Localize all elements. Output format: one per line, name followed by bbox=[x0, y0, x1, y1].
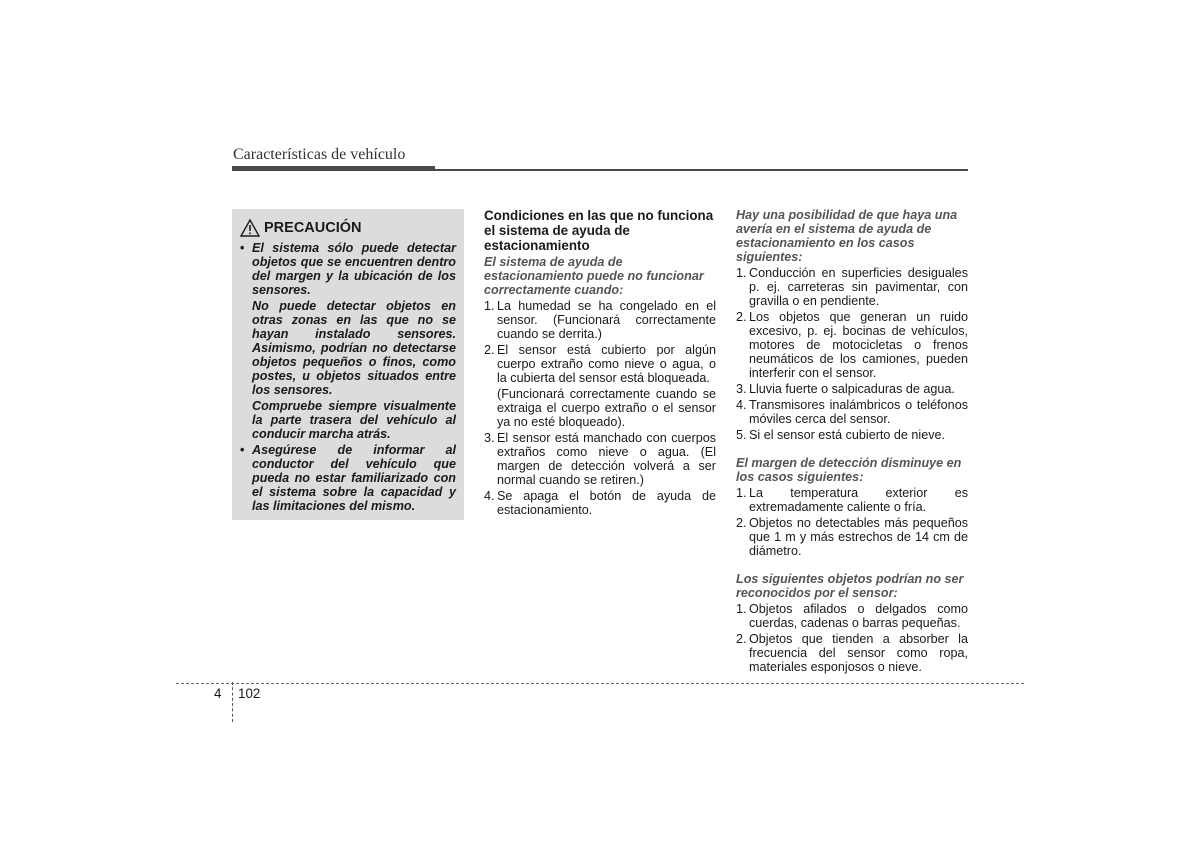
item-number: 4. bbox=[484, 489, 495, 503]
list-item bbox=[736, 266, 968, 308]
bullet: • bbox=[240, 443, 245, 457]
list-note: (Funcionará correctamente cuando se extraiga el cuerpo extraño o el sensor ya no esté bloqueado). bbox=[497, 387, 716, 429]
section-subtitle: El margen de detección disminuye en los casos siguientes: bbox=[736, 456, 962, 484]
item-number: 4. bbox=[736, 398, 747, 412]
footer-dotted-line bbox=[176, 683, 1024, 684]
list-item bbox=[736, 382, 968, 396]
list-item bbox=[736, 428, 968, 442]
header-rule-thick bbox=[232, 166, 435, 171]
item-text: Objetos afilados o delgados como cuerdas, cadenas o barras pequeñas. bbox=[749, 602, 968, 630]
item-text: Los objetos que generan un ruido excesivo, p. ej. bocinas de vehículos, motores de motocicletas o frenos neumáticos de los camiones, pueden interferir con el sensor. bbox=[749, 310, 968, 380]
list-item bbox=[736, 632, 968, 674]
item-text: Lluvia fuerte o salpicaduras de agua. bbox=[749, 382, 955, 396]
page-number: 102 bbox=[238, 686, 261, 701]
item-number: 2. bbox=[484, 343, 495, 357]
caution-paragraph: Compruebe siempre visualmente la parte trasera del vehículo al conducir marcha atrás. bbox=[252, 399, 456, 441]
conditions-list bbox=[484, 299, 716, 385]
caution-item bbox=[240, 443, 456, 513]
list-item bbox=[484, 489, 716, 517]
item-text: La humedad se ha congelado en el sensor. (Funcionará correctamente cuando se derrita.) bbox=[497, 299, 716, 341]
chapter-number: 4 bbox=[214, 686, 222, 701]
list-item bbox=[736, 516, 968, 558]
page-number-separator bbox=[232, 682, 233, 722]
item-number: 5. bbox=[736, 428, 747, 442]
section-gap bbox=[736, 560, 968, 572]
list-item bbox=[736, 398, 968, 426]
objects-list bbox=[736, 602, 968, 674]
caution-paragraph: No puede detectar objetos en otras zonas en las que no se hayan instalado sensores. Asimismo, podrían no detectarse objetos pequeños o finos, como postes, u objetos situados entre los sensores. bbox=[252, 299, 456, 397]
item-number: 3. bbox=[736, 382, 747, 396]
warning-triangle-icon bbox=[240, 219, 260, 237]
list-item bbox=[736, 310, 968, 380]
list-item bbox=[736, 602, 968, 630]
malfunction-list bbox=[736, 266, 968, 442]
bullet: • bbox=[240, 241, 245, 255]
item-text: Conducción en superficies desiguales p. ej. carreteras sin pavimentar, con gravilla o en pendiente. bbox=[749, 266, 968, 308]
middle-column bbox=[484, 208, 716, 519]
page-header-title: Características de vehículo bbox=[233, 146, 406, 163]
item-text: Objetos que tienden a absorber la frecuencia del sensor como ropa, materiales esponjosos o nieve. bbox=[749, 632, 968, 674]
item-text: Se apaga el botón de ayuda de estacionamiento. bbox=[497, 489, 716, 517]
item-number: 2. bbox=[736, 516, 747, 530]
item-text: El sensor está cubierto por algún cuerpo extraño como nieve o agua, o la cubierta del sensor está bloqueada. bbox=[497, 343, 716, 385]
item-number: 2. bbox=[736, 310, 747, 324]
caution-paragraph: Asegúrese de informar al conductor del vehículo que pueda no estar familiarizado con el sistema sobre la capacidad y las limitaciones del mismo. bbox=[252, 443, 456, 513]
section-subtitle: El sistema de ayuda de estacionamiento puede no funcionar correctamente cuando: bbox=[484, 255, 704, 297]
conditions-list-continued bbox=[484, 431, 716, 517]
range-list bbox=[736, 486, 968, 558]
section-subtitle: Hay una posibilidad de que haya una avería en el sistema de ayuda de estacionamiento en los casos siguientes: bbox=[736, 208, 958, 264]
header-rule-thin bbox=[435, 169, 968, 171]
list-item bbox=[484, 343, 716, 385]
item-text: Si el sensor está cubierto de nieve. bbox=[749, 428, 946, 442]
caution-box bbox=[232, 209, 464, 520]
caution-header bbox=[240, 219, 456, 237]
item-text: La temperatura exterior es extremadamente caliente o fría. bbox=[749, 486, 968, 514]
item-number: 1. bbox=[736, 602, 747, 616]
item-number: 3. bbox=[484, 431, 495, 445]
list-item bbox=[484, 431, 716, 487]
item-number: 1. bbox=[484, 299, 495, 313]
item-number: 2. bbox=[736, 632, 747, 646]
right-column bbox=[736, 208, 968, 676]
list-item bbox=[484, 299, 716, 341]
caution-title: PRECAUCIÓN bbox=[264, 220, 362, 236]
caution-paragraph: El sistema sólo puede detectar objetos que se encuentren dentro del margen y la ubicación de los sensores. bbox=[252, 241, 456, 297]
section-gap bbox=[736, 444, 968, 456]
item-number: 1. bbox=[736, 266, 747, 280]
section-title: Condiciones en las que no funciona el sistema de ayuda de estacionamiento bbox=[484, 208, 714, 253]
item-text: Transmisores inalámbricos o teléfonos móviles cerca del sensor. bbox=[749, 398, 968, 426]
item-text: El sensor está manchado con cuerpos extraños como nieve o agua. (El margen de detección volverá a ser normal cuando se retiren.) bbox=[497, 431, 716, 487]
list-item bbox=[736, 486, 968, 514]
item-text: Objetos no detectables más pequeños que 1 m y más estrechos de 14 cm de diámetro. bbox=[749, 516, 968, 558]
section-subtitle: Los siguientes objetos podrían no ser reconocidos por el sensor: bbox=[736, 572, 964, 600]
caution-item bbox=[240, 241, 456, 441]
item-number: 1. bbox=[736, 486, 747, 500]
